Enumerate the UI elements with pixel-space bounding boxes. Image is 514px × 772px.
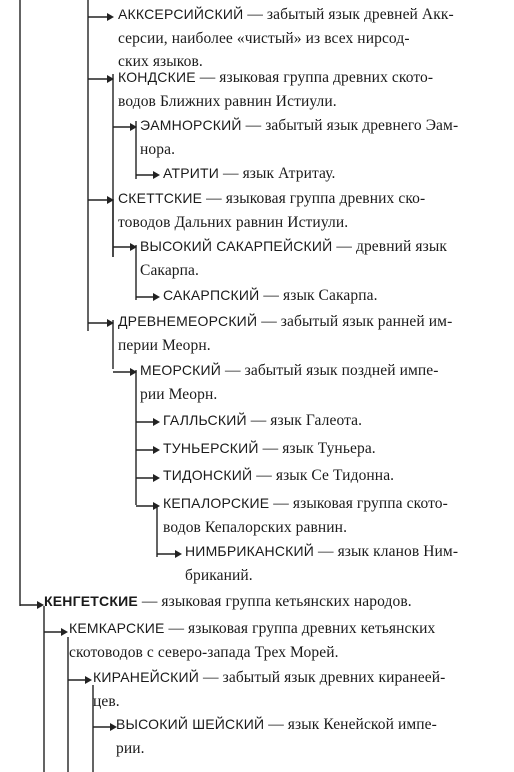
language-name: КЕНГЕТСКИЕ <box>44 593 138 609</box>
arrow-head-icon <box>37 601 44 609</box>
entry-line: ских языков. <box>118 53 203 70</box>
language-name: КЕМКАРСКИЕ <box>69 620 165 636</box>
entry-line: ГАЛЛЬСКИЙ — язык Галеота. <box>163 412 363 429</box>
language-name: КИРАНЕЙСКИЙ <box>93 669 200 685</box>
language-name: КЕПАЛОРСКИЕ <box>163 495 270 511</box>
language-entry <box>163 437 376 461</box>
entry-line: САКАРПСКИЙ — язык Сакарпа. <box>163 287 378 304</box>
language-entry <box>163 409 362 433</box>
language-name: ТИДОНСКИЙ <box>163 467 253 483</box>
arrow-head-icon <box>153 171 160 179</box>
entry-line: МЕОРСКИЙ — забытый язык поздней импе- <box>140 362 439 379</box>
language-name: ДРЕВНЕМЕОРСКИЙ <box>118 313 258 329</box>
arrow-head-icon <box>153 474 160 482</box>
arrow-head-icon <box>175 550 182 558</box>
entry-line: рии Меорн. <box>140 385 218 403</box>
entry-line: ТИДОНСКИЙ — язык Се Тидонна. <box>163 467 395 484</box>
language-entry <box>163 492 448 539</box>
arrow-head-icon <box>153 418 160 426</box>
language-entry <box>118 3 454 74</box>
language-entry <box>118 66 433 113</box>
language-name: КОНДСКИЕ <box>118 69 196 85</box>
language-name: ГАЛЛЬСКИЙ <box>163 412 247 428</box>
language-name: ВЫСОКИЙ ШЕЙСКИЙ <box>116 716 265 732</box>
entry-line: водов Кепалорских равнин. <box>163 518 348 536</box>
entry-line: рии. <box>116 739 145 757</box>
language-entry <box>69 617 435 664</box>
language-entry <box>118 187 425 234</box>
entry-line: скотоводов с северо-запада Трех Морей. <box>69 643 339 661</box>
language-entry <box>140 359 439 406</box>
entry-line: СКЕТТСКИЕ — языковая группа древних ско- <box>118 190 426 207</box>
language-entry <box>140 235 447 282</box>
entry-line: товодов Дальних равнин Истиули. <box>118 213 349 231</box>
entry-line: ДРЕВНЕМЕОРСКИЙ — забытый язык ранней им- <box>118 313 453 330</box>
entry-line: серсии, наиболее «чистый» из всех нирсод- <box>118 29 410 47</box>
language-name: САКАРПСКИЙ <box>163 287 260 303</box>
language-name: ТУНЬЕРСКИЙ <box>163 440 259 456</box>
language-name: АККСЕРСИЙСКИЙ <box>118 6 244 22</box>
entry-line: ТУНЬЕРСКИЙ — язык Туньера. <box>163 440 376 457</box>
arrow-head-icon <box>153 293 160 301</box>
language-entry <box>118 310 452 357</box>
language-name: СКЕТТСКИЕ <box>118 190 203 206</box>
language-name: ЭАМНОРСКИЙ <box>140 117 242 133</box>
entry-line: перии Меорн. <box>118 336 211 354</box>
entry-line: КИРАНЕЙСКИЙ — забытый язык древних киранеей- <box>93 669 446 686</box>
language-entry <box>185 540 458 587</box>
arrow-head-icon <box>153 446 160 454</box>
entry-line: нора. <box>140 140 176 158</box>
entry-line: АТРИТИ — язык Атритау. <box>163 165 336 182</box>
entry-line: КЕНГЕТСКИЕ — языковая группа кетьянских народов. <box>44 593 412 610</box>
language-entry <box>163 464 394 488</box>
language-entry <box>44 590 412 614</box>
entry-line: ВЫСОКИЙ ШЕЙСКИЙ — язык Кенейской импе- <box>116 716 437 733</box>
language-entry <box>93 666 445 713</box>
entry-line: НИМБРИКАНСКИЙ — язык кланов Ним- <box>185 543 459 560</box>
language-name: НИМБРИКАНСКИЙ <box>185 543 315 559</box>
arrow-head-icon <box>107 13 114 21</box>
language-name: ВЫСОКИЙ САКАРПЕЙСКИЙ <box>140 238 333 254</box>
language-entry <box>140 114 458 161</box>
entry-line: ЭАМНОРСКИЙ — забытый язык древнего Эам- <box>140 117 459 134</box>
language-name: АТРИТИ <box>163 165 220 181</box>
entry-line: КЕМКАРСКИЕ — языковая группа древних кетьянских <box>69 620 436 637</box>
entry-line: цев. <box>93 692 120 710</box>
entry-line: ВЫСОКИЙ САКАРПЕЙСКИЙ — древний язык <box>140 238 447 255</box>
entry-line: КЕПАЛОРСКИЕ — языковая группа ското- <box>163 495 448 512</box>
entry-line: Сакарпа. <box>140 261 199 279</box>
entry-line: бриканий. <box>185 566 253 584</box>
language-entry <box>116 713 437 760</box>
language-name: МЕОРСКИЙ <box>140 362 222 378</box>
arrow-head-icon <box>61 628 68 636</box>
entry-line: КОНДСКИЕ — языковая группа древних ското- <box>118 69 434 86</box>
entry-line: АККСЕРСИЙСКИЙ — забытый язык древней Акк- <box>118 6 454 23</box>
language-entry <box>163 162 336 186</box>
arrow-head-icon <box>85 676 92 684</box>
language-entry <box>163 284 378 308</box>
entry-line: водов Ближних равнин Истиули. <box>118 92 337 110</box>
